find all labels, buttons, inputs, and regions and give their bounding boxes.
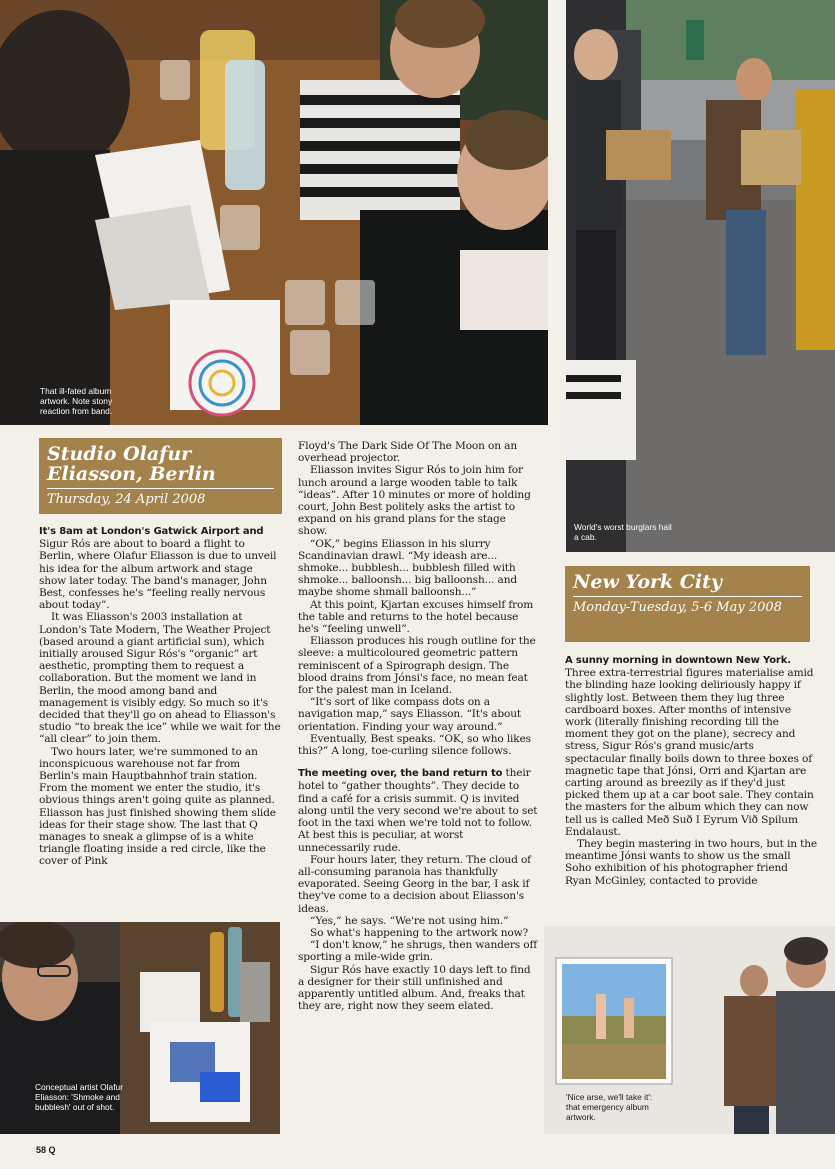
paragraph: “It's sort of like compass dots on a navigation map,” says Eliasson. “It's about orientation. Finding your way around.” xyxy=(298,696,521,733)
photo-gallery-artwork xyxy=(544,926,835,1134)
paragraph: It was Eliasson's 2003 installation at London's Tate Modern, The Weather Project (based around a giant artificial sun), which initially aroused Sigur Rós's “organic” art aesthetic, prompting them to request a collaboration. But the moment we land in Berlin, the mood among band and management is visibly edgy. So much so it's decided that they'll go on ahead to Eliasson's studio “to break the ice” while we wait for the “all clear” to join them. xyxy=(39,611,281,746)
article-column-1 xyxy=(39,521,282,921)
meeting-table-illustration xyxy=(0,0,548,425)
paragraph: Eliasson produces his rough outline for the sleeve: a multicoloured geometric pattern reminiscent of a Spirograph design. The blood drains from Jónsi's face, no mean feat for the palest man in Iceland. xyxy=(298,635,536,697)
section-place: New York City xyxy=(573,571,722,593)
photo-olafur-eliasson xyxy=(0,922,280,1134)
paragraph: So what's happening to the artwork now? xyxy=(310,926,529,939)
lead-in: It's 8am at London's Gatwick Airport and xyxy=(39,526,264,537)
paragraph xyxy=(565,654,817,838)
lead-in: The meeting over, the band return to xyxy=(298,768,503,780)
paragraph: Floyd's The Dark Side Of The Moon on an overhead projector. xyxy=(298,440,517,465)
paragraph: Eliasson invites Sigur Rós to join him for lunch around a large wooden table to talk “ideas”. After 10 minutes or more of holding court, John Best politely asks the artist to expand on his grand plans for the stage show. xyxy=(298,464,531,538)
paragraph-text: their hotel to “gather thoughts”. They decide to find a café for a crisis summit. Q is invited along until the very second we're about to set foot in the taxi when we're told not to follow. At best this is peculiar, at worst unnecessarily rude. xyxy=(298,767,538,854)
photo-caption: World's worst burglars hail a cab. xyxy=(574,522,672,542)
section-heading-berlin xyxy=(39,438,282,514)
section-heading-newyork xyxy=(565,566,810,642)
paragraph: “OK,” begins Eliasson in his slurry Scandinavian drawl. “My ideash are... shmoke... bubblesh... bubblesh filled with shmoke... balloonsh... big balloonsh... and maybe shome shmall balloonsh...” xyxy=(298,537,517,599)
photo-caption: That ill-fated album artwork. Note stony reaction from band. xyxy=(40,386,113,416)
paragraph: Sigur Rós have exactly 10 days left to find a designer for their still unfinished and apparently untitled album. And, freaks that they are, right now they seem elated. xyxy=(298,963,531,1013)
section-date: Monday-Tuesday, 5-6 May 2008 xyxy=(573,596,802,616)
lead-in: A sunny morning in downtown New York. xyxy=(565,655,791,666)
page-number: 58 Q xyxy=(36,1145,56,1155)
article-column-3 xyxy=(565,650,817,920)
paragraph: Four hours later, they return. The cloud of all-consuming paranoia has thankfully evaporated. Seeing Georg in the bar, I ask if they've come to a decision about Eliasson's ideas. xyxy=(298,853,531,915)
paragraph: Eventually, Best speaks. “OK, so who likes this?” A long, toe-curling silence follows. xyxy=(298,732,531,758)
paragraph: “I don't know,” he shrugs, then wanders off sporting a mile-wide grin. xyxy=(298,939,538,964)
photo-caption: 'Nice arse, we'll take it': that emergency album artwork. xyxy=(566,1092,653,1122)
paragraph: At this point, Kjartan excuses himself from the table and returns to the hotel because he's “feeling unwell”. xyxy=(298,598,534,636)
paragraph-text: Sigur Rós are about to board a flight to Berlin, where Olafur Eliasson is due to unveil his idea for the album artwork and stage show later today. The band's manager, John Best, confesses he's “feeling really nervous about today”. xyxy=(39,538,277,612)
paragraph-text: Three extra-terrestrial figures materialise amid the blinding haze looking deliriously happy if slightly lost. Between them they lug three cardboard boxes. After months of intensive work (literally finishing recording till the moment they got on the plane), secrecy and stress, Sigur Rós's grand music/arts spectacular finally boils down to three boxes of magnetic tape that Jónsi, Orri and Kjartan are carting around as breezily as if they'd just picked them up at a car boot sale. They contain the masters for the album which they can now tell us is called Með Suð I Eyrum Við Spilum Endalaust. xyxy=(565,667,814,838)
paragraph: They begin mastering in two hours, but in the meantime Jónsi wants to show us the small Soho exhibition of his photographer friend Ryan McGinley, contacted to provide xyxy=(565,838,817,887)
paragraph xyxy=(298,767,538,853)
article-column-2 xyxy=(298,440,538,1138)
photo-caption: Conceptual artist Olafur Eliasson: 'Shmoke and bubblesh' out of shot. xyxy=(35,1082,123,1112)
paragraph: “Yes,” he says. “We're not using him.” xyxy=(310,914,509,927)
paragraph: Two hours later, we're summoned to an inconspicuous warehouse not far from Berlin's main Hauptbahnhof train station. From the moment we enter the studio, it's obvious things aren't going quite as planned. Eliasson has just finished showing them slide ideas for their stage show. The last that Q manages to sneak a glimpse of is a white triangle floating inside a red circle, like the cover of Pink xyxy=(39,745,276,868)
section-date: Thursday, 24 April 2008 xyxy=(47,488,274,508)
photo-meeting-table xyxy=(0,0,548,425)
street-illustration xyxy=(566,0,835,552)
paragraph xyxy=(39,525,282,611)
photo-street-cab xyxy=(566,0,835,552)
section-place: Studio Olafur Eliasson, Berlin xyxy=(47,443,216,485)
